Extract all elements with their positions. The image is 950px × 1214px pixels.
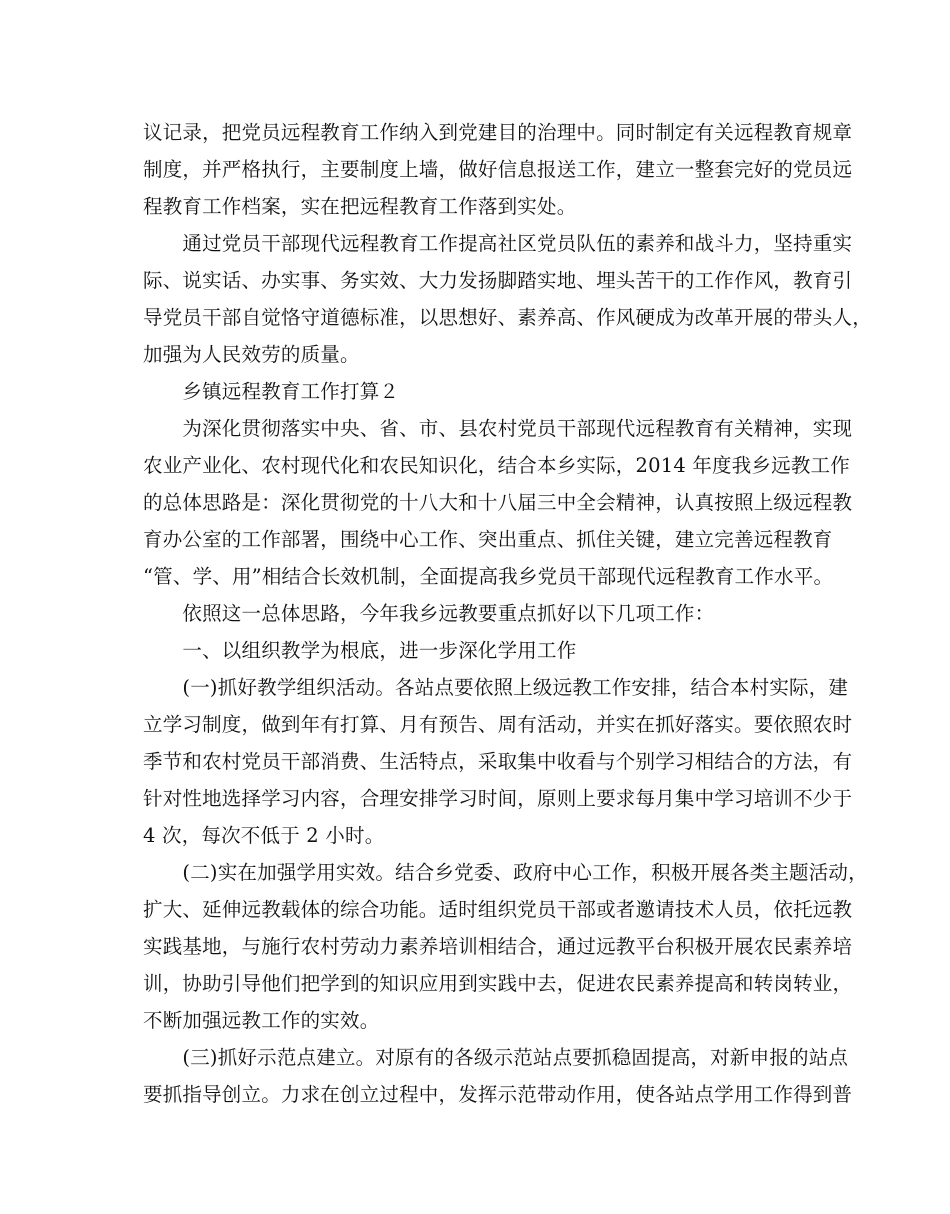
text-line: 4 次，每次不低于 2 小时。 bbox=[143, 824, 385, 847]
text-line: 为深化贯彻落实中央、省、市、县农村党员干部现代远程教育有关精神，实现 bbox=[143, 417, 853, 440]
text-line: 通过党员干部现代远程教育工作提高社区党员队伍的素养和战斗力，坚持重实 bbox=[143, 232, 853, 255]
text-line: 加强为人民效劳的质量。 bbox=[143, 343, 360, 366]
text-line: 导党员干部自觉恪守道德标准，以思想好、素养高、作风硬成为改革开展的带头人， bbox=[143, 306, 872, 329]
text-line: 训，协助引导他们把学到的知识应用到实践中去，促进农民素养提高和转岗转业， bbox=[143, 972, 853, 995]
text-line: 程教育工作档案，实在把远程教育工作落到实处。 bbox=[143, 195, 577, 218]
text-line: (二)实在加强学用实效。结合乡党委、政府中心工作，积极开展各类主题活动， bbox=[143, 861, 868, 884]
text-line: 育办公室的工作部署，围绕中心工作、突出重点、抓住关键，建立完善远程教育 bbox=[143, 528, 833, 551]
text-line: 议记录，把党员远程教育工作纳入到党建目的治理中。同时制定有关远程教育规章 bbox=[143, 121, 853, 144]
text-line: 实践基地，与施行农村劳动力素养培训相结合，通过远教平台积极开展农民素养培 bbox=[143, 935, 853, 958]
text-line: 针对性地选择学习内容，合理安排学习时间，原则上要求每月集中学习培训不少于 bbox=[143, 787, 853, 810]
text-line: 要抓指导创立。力求在创立过程中，发挥示范带动作用，使各站点学用工作得到普 bbox=[143, 1083, 853, 1106]
text-line: (一)抓好教学组织活动。各站点要依照上级远教工作安排，结合本村实际，建 bbox=[143, 676, 849, 699]
text-line: 不断加强远教工作的实效。 bbox=[143, 1009, 380, 1032]
text-line: 依照这一总体思路，今年我乡远教要重点抓好以下几项工作： bbox=[143, 602, 715, 625]
text-line: (三)抓好示范点建立。对原有的各级示范站点要抓稳固提高，对新申报的站点 bbox=[143, 1046, 849, 1069]
text-line: 制度，并严格执行，主要制度上墙，做好信息报送工作，建立一整套完好的党员远 bbox=[143, 158, 853, 181]
text-line: 扩大、延伸远教载体的综合功能。适时组织党员干部或者邀请技术人员，依托远教 bbox=[143, 898, 853, 921]
text-line: 立学习制度，做到年有打算、月有预告、周有活动，并实在抓好落实。要依照农时 bbox=[143, 713, 853, 736]
section-heading: 乡镇远程教育工作打算２ bbox=[143, 380, 400, 403]
text-line: “管、学、用”相结合长效机制，全面提高我乡党员干部现代远程教育工作水平。 bbox=[143, 565, 834, 588]
section-heading: 一、以组织教学为根底，进一步深化学用工作 bbox=[143, 639, 577, 662]
text-line: 的总体思路是：深化贯彻党的十八大和十八届三中全会精神，认真按照上级远程教 bbox=[143, 491, 853, 514]
text-line: 农业产业化、农村现代化和农民知识化，结合本乡实际，2014 年度我乡远教工作 bbox=[143, 454, 850, 477]
text-line: 际、说实话、办实事、务实效、大力发扬脚踏实地、埋头苦干的工作作风，教育引 bbox=[143, 269, 853, 292]
text-line: 季节和农村党员干部消费、生活特点，采取集中收看与个别学习相结合的方法，有 bbox=[143, 750, 853, 773]
